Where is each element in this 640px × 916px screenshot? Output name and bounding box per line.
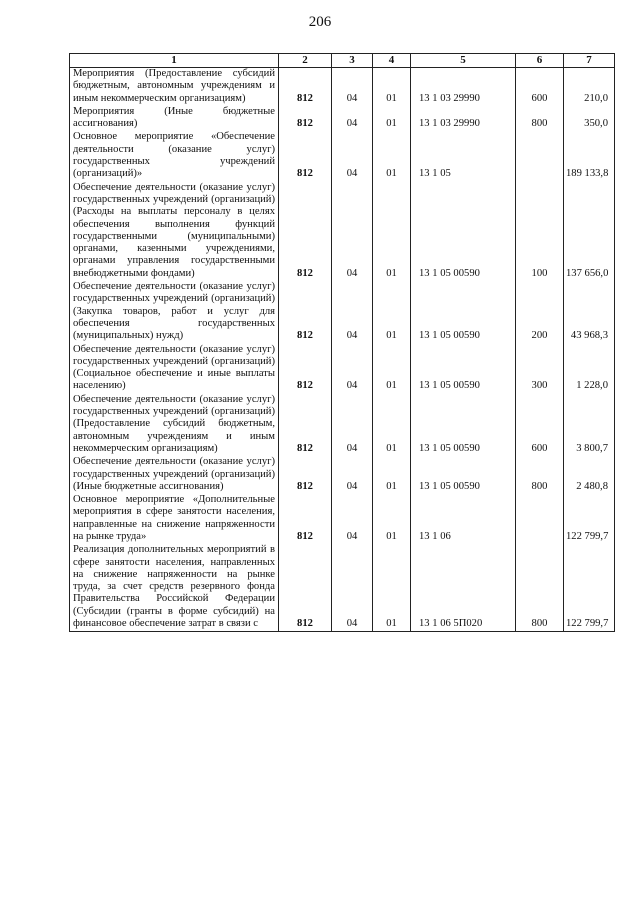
row-expense-type: 600 (516, 394, 564, 456)
row-admin-code: 812 (279, 131, 332, 181)
row-amount: 210,0 (564, 68, 615, 106)
row-description: Основное мероприятие «Дополнительные мероприятия в сфере занятости населения, направленные на снижение напряженности на рынке труда» (70, 494, 279, 544)
table-row (70, 182, 615, 281)
row-target-code: 13 1 05 (411, 131, 516, 181)
row-amount: 122 799,7 (564, 544, 615, 632)
row-expense-type: 800 (516, 106, 564, 132)
row-expense-type (516, 131, 564, 181)
budget-table (69, 53, 615, 632)
row-subsection: 01 (373, 182, 411, 281)
row-section: 04 (332, 68, 373, 106)
row-section: 04 (332, 544, 373, 632)
table-row (70, 544, 615, 632)
row-subsection: 01 (373, 456, 411, 494)
row-admin-code: 812 (279, 281, 332, 343)
row-description: Основное мероприятие «Обеспечение деятельности (оказание услуг) государственных учреждений (организаций)» (70, 131, 279, 181)
row-target-code: 13 1 06 (411, 494, 516, 544)
row-description: Обеспечение деятельности (оказание услуг) государственных учреждений (организаций) (Иные бюджетные ассигнования) (70, 456, 279, 494)
row-description: Обеспечение деятельности (оказание услуг) государственных учреждений (организаций) (Закупка товаров, работ и услуг для обеспечения государственных (муниципальных) нужд) (70, 281, 279, 343)
row-section: 04 (332, 494, 373, 544)
header-col-4: 4 (373, 54, 411, 68)
row-amount: 350,0 (564, 106, 615, 132)
table-row (70, 394, 615, 456)
row-subsection: 01 (373, 544, 411, 632)
row-admin-code: 812 (279, 394, 332, 456)
row-expense-type (516, 494, 564, 544)
row-section: 04 (332, 131, 373, 181)
row-section: 04 (332, 106, 373, 132)
row-amount: 137 656,0 (564, 182, 615, 281)
table-row (70, 281, 615, 343)
row-target-code: 13 1 05 00590 (411, 281, 516, 343)
row-section: 04 (332, 281, 373, 343)
header-col-3: 3 (332, 54, 373, 68)
row-description: Реализация дополнительных мероприятий в сфере занятости населения, направленных на снижение напряженности на рынке труда, за счет средств резервного фонда Правительства Российской Федерации (Субсидии (гранты в форме субсидий) на финансовое обеспечение затрат в связи с (70, 544, 279, 632)
row-amount: 43 968,3 (564, 281, 615, 343)
header-col-6: 6 (516, 54, 564, 68)
row-subsection: 01 (373, 394, 411, 456)
row-subsection: 01 (373, 281, 411, 343)
header-col-7: 7 (564, 54, 615, 68)
row-description: Обеспечение деятельности (оказание услуг) государственных учреждений (организаций) (Расходы на выплаты персоналу в целях обеспечения выполнения функций государственными (муниципальными) органами, казенными учреждениями, органами управления государственными внебюджетными фондами) (70, 182, 279, 281)
table-row (70, 456, 615, 494)
row-target-code: 13 1 03 29990 (411, 106, 516, 132)
row-subsection: 01 (373, 131, 411, 181)
table-row (70, 344, 615, 394)
row-section: 04 (332, 456, 373, 494)
table-header-row (70, 54, 615, 68)
row-expense-type: 800 (516, 544, 564, 632)
row-admin-code: 812 (279, 456, 332, 494)
row-admin-code: 812 (279, 344, 332, 394)
row-expense-type: 600 (516, 68, 564, 106)
row-target-code: 13 1 05 00590 (411, 394, 516, 456)
table-row (70, 106, 615, 132)
table-row (70, 494, 615, 544)
row-subsection: 01 (373, 106, 411, 132)
header-col-5: 5 (411, 54, 516, 68)
row-subsection: 01 (373, 68, 411, 106)
row-description: Обеспечение деятельности (оказание услуг) государственных учреждений (организаций) (Предоставление субсидий бюджетным, автономным учреждениям и иным некоммерческим организациям) (70, 394, 279, 456)
row-target-code: 13 1 03 29990 (411, 68, 516, 106)
row-section: 04 (332, 394, 373, 456)
row-description: Мероприятия (Иные бюджетные ассигнования) (70, 106, 279, 132)
row-expense-type: 300 (516, 344, 564, 394)
row-section: 04 (332, 182, 373, 281)
row-expense-type: 800 (516, 456, 564, 494)
row-admin-code: 812 (279, 68, 332, 106)
row-admin-code: 812 (279, 182, 332, 281)
header-col-1: 1 (70, 54, 279, 68)
row-amount: 2 480,8 (564, 456, 615, 494)
row-subsection: 01 (373, 494, 411, 544)
row-expense-type: 200 (516, 281, 564, 343)
table-row (70, 131, 615, 181)
row-amount: 3 800,7 (564, 394, 615, 456)
row-admin-code: 812 (279, 544, 332, 632)
row-amount: 189 133,8 (564, 131, 615, 181)
page-number: 206 (308, 14, 332, 30)
row-admin-code: 812 (279, 106, 332, 132)
row-target-code: 13 1 05 00590 (411, 182, 516, 281)
row-description: Мероприятия (Предоставление субсидий бюджетным, автономным учреждениям и иным некоммерческим организациям) (70, 68, 279, 106)
table-row (70, 68, 615, 106)
header-col-2: 2 (279, 54, 332, 68)
row-amount: 122 799,7 (564, 494, 615, 544)
row-section: 04 (332, 344, 373, 394)
row-admin-code: 812 (279, 494, 332, 544)
row-amount: 1 228,0 (564, 344, 615, 394)
row-subsection: 01 (373, 344, 411, 394)
row-expense-type: 100 (516, 182, 564, 281)
row-target-code: 13 1 05 00590 (411, 456, 516, 494)
row-target-code: 13 1 05 00590 (411, 344, 516, 394)
row-target-code: 13 1 06 5П020 (411, 544, 516, 632)
row-description: Обеспечение деятельности (оказание услуг) государственных учреждений (организаций) (Социальное обеспечение и иные выплаты населению) (70, 344, 279, 394)
